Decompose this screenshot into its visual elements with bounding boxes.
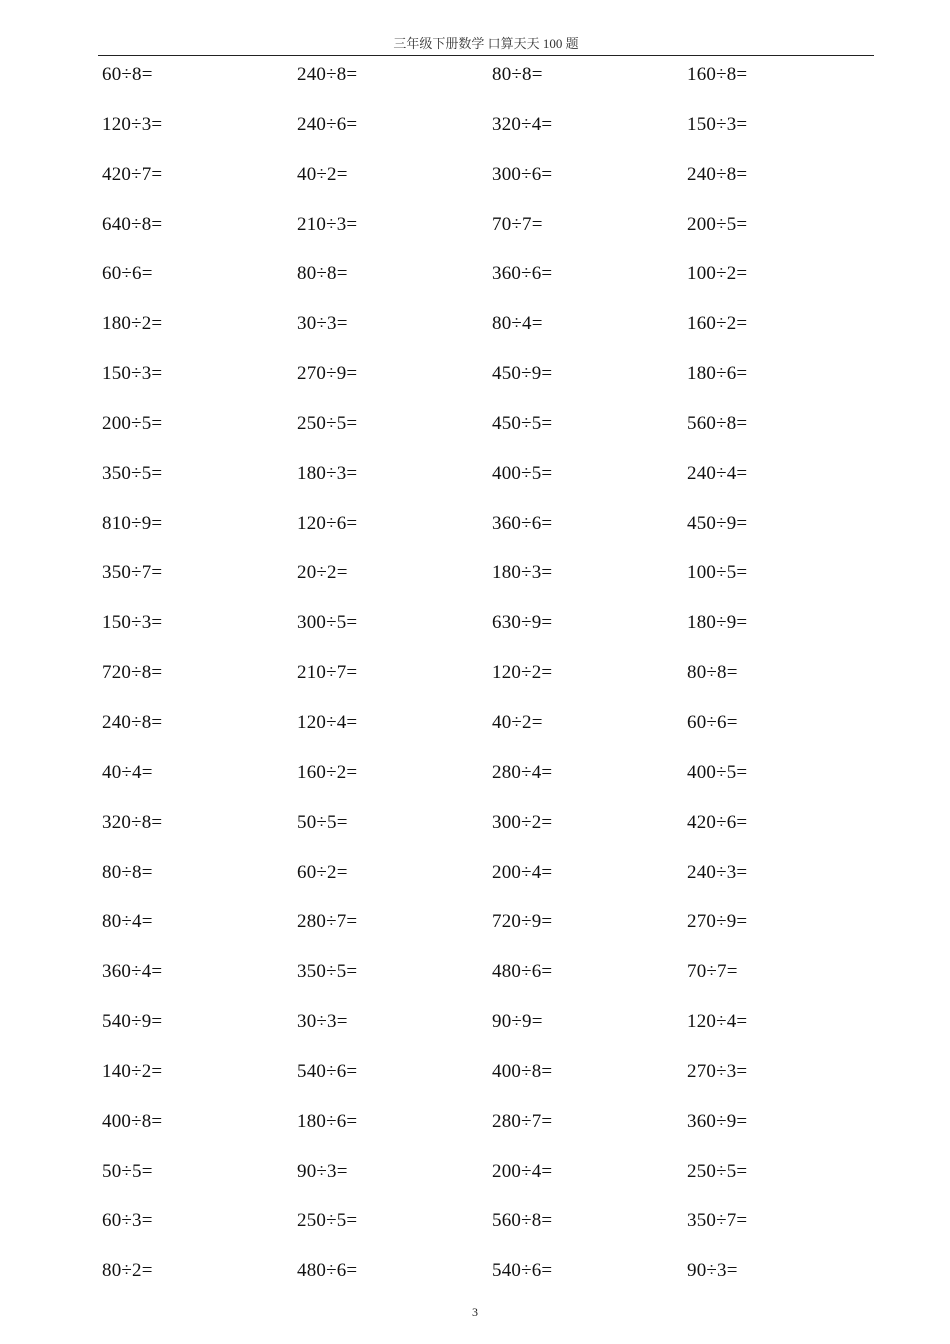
arithmetic-problem: 720÷9=: [492, 911, 553, 933]
arithmetic-problem: 160÷8=: [687, 64, 748, 85]
arithmetic-problem: 420÷6=: [687, 811, 748, 833]
arithmetic-problem: 180÷2=: [102, 313, 163, 335]
arithmetic-problem: 90÷3=: [297, 1160, 348, 1182]
arithmetic-problem: 210÷3=: [297, 213, 358, 235]
arithmetic-problem: 320÷8=: [102, 811, 163, 833]
arithmetic-problem: 200÷5=: [102, 412, 163, 434]
arithmetic-problem: 180÷6=: [687, 363, 748, 385]
arithmetic-problem: 640÷8=: [102, 213, 163, 235]
arithmetic-problem: 250÷5=: [687, 1160, 748, 1182]
arithmetic-problem: 50÷5=: [102, 1160, 153, 1182]
arithmetic-problem: 100÷5=: [687, 562, 748, 584]
arithmetic-problem: 60÷3=: [102, 1210, 153, 1232]
arithmetic-problem: 120÷3=: [102, 113, 163, 135]
arithmetic-problem: 350÷7=: [102, 562, 163, 584]
arithmetic-problem: 80÷8=: [297, 263, 348, 285]
arithmetic-problem: 80÷4=: [102, 911, 153, 933]
arithmetic-problem: 240÷4=: [687, 462, 748, 484]
arithmetic-problem: 50÷5=: [297, 811, 348, 833]
arithmetic-problem: 70÷7=: [492, 213, 543, 235]
arithmetic-problem: 360÷4=: [102, 961, 163, 983]
arithmetic-problem: 180÷6=: [297, 1110, 358, 1132]
arithmetic-problem: 270÷3=: [687, 1060, 748, 1082]
arithmetic-problem: 240÷8=: [102, 711, 163, 733]
arithmetic-problem: 360÷9=: [687, 1110, 748, 1132]
arithmetic-problem: 30÷3=: [297, 313, 348, 335]
arithmetic-problem: 200÷4=: [492, 861, 553, 883]
arithmetic-problem: 300÷6=: [492, 163, 553, 185]
arithmetic-problem: 540÷6=: [297, 1060, 358, 1082]
arithmetic-problem: 250÷5=: [297, 1210, 358, 1232]
arithmetic-problem: 350÷5=: [102, 462, 163, 484]
arithmetic-problem: 360÷6=: [492, 512, 553, 534]
arithmetic-problem: 300÷2=: [492, 811, 553, 833]
arithmetic-problem: 90÷3=: [687, 1260, 738, 1282]
arithmetic-problem: 160÷2=: [297, 761, 358, 783]
arithmetic-problem: 450÷9=: [687, 512, 748, 534]
arithmetic-problem: 200÷5=: [687, 213, 748, 235]
arithmetic-problem: 120÷2=: [492, 662, 553, 684]
arithmetic-problem: 270÷9=: [297, 363, 358, 385]
arithmetic-problem: 120÷4=: [297, 711, 358, 733]
arithmetic-problem: 540÷9=: [102, 1011, 163, 1033]
arithmetic-problem: 80÷8=: [492, 64, 543, 85]
arithmetic-problem: 280÷4=: [492, 761, 553, 783]
arithmetic-problem: 240÷8=: [687, 163, 748, 185]
arithmetic-problem: 280÷7=: [492, 1110, 553, 1132]
arithmetic-problem: 140÷2=: [102, 1060, 163, 1082]
arithmetic-problem: 240÷3=: [687, 861, 748, 883]
arithmetic-problem: 720÷8=: [102, 662, 163, 684]
arithmetic-problem: 180÷9=: [687, 612, 748, 634]
arithmetic-problem: 400÷5=: [687, 761, 748, 783]
arithmetic-problem: 350÷5=: [297, 961, 358, 983]
arithmetic-problem: 180÷3=: [492, 562, 553, 584]
arithmetic-problem: 450÷5=: [492, 412, 553, 434]
arithmetic-problem: 450÷9=: [492, 363, 553, 385]
arithmetic-problem: 80÷8=: [687, 662, 738, 684]
arithmetic-problem: 100÷2=: [687, 263, 748, 285]
arithmetic-problem: 40÷2=: [297, 163, 348, 185]
arithmetic-problem: 360÷6=: [492, 263, 553, 285]
arithmetic-problem: 80÷8=: [102, 861, 153, 883]
arithmetic-problem: 280÷7=: [297, 911, 358, 933]
arithmetic-problem: 350÷7=: [687, 1210, 748, 1232]
arithmetic-problem: 80÷2=: [102, 1260, 153, 1282]
arithmetic-problem: 210÷7=: [297, 662, 358, 684]
arithmetic-problem: 150÷3=: [687, 113, 748, 135]
arithmetic-problem: 240÷6=: [297, 113, 358, 135]
arithmetic-problem: 40÷4=: [102, 761, 153, 783]
arithmetic-problem: 810÷9=: [102, 512, 163, 534]
arithmetic-problem: 420÷7=: [102, 163, 163, 185]
arithmetic-problem: 120÷4=: [687, 1011, 748, 1033]
arithmetic-problem: 20÷2=: [297, 562, 348, 584]
arithmetic-problem: 30÷3=: [297, 1011, 348, 1033]
arithmetic-problem: 40÷2=: [492, 711, 543, 733]
arithmetic-problem: 90÷9=: [492, 1011, 543, 1033]
arithmetic-problem: 120÷6=: [297, 512, 358, 534]
arithmetic-problem: 400÷8=: [492, 1060, 553, 1082]
arithmetic-problem: 150÷3=: [102, 363, 163, 385]
arithmetic-problem: 560÷8=: [492, 1210, 553, 1232]
arithmetic-problem: 320÷4=: [492, 113, 553, 135]
header-title: 三年级下册数学 口算天天 100 题: [393, 36, 579, 51]
arithmetic-problem: 80÷4=: [492, 313, 543, 335]
arithmetic-problem: 480÷6=: [297, 1260, 358, 1282]
arithmetic-problem: 270÷9=: [687, 911, 748, 933]
arithmetic-problem: 180÷3=: [297, 462, 358, 484]
arithmetic-problem: 160÷2=: [687, 313, 748, 335]
arithmetic-problem: 60÷6=: [687, 711, 738, 733]
arithmetic-problem: 250÷5=: [297, 412, 358, 434]
page-number: 3: [472, 1305, 478, 1319]
arithmetic-problem: 540÷6=: [492, 1260, 553, 1282]
arithmetic-problem: 70÷7=: [687, 961, 738, 983]
arithmetic-problem: 400÷8=: [102, 1110, 163, 1132]
arithmetic-problem: 150÷3=: [102, 612, 163, 634]
arithmetic-problem: 200÷4=: [492, 1160, 553, 1182]
arithmetic-problem: 60÷6=: [102, 263, 153, 285]
arithmetic-problem: 630÷9=: [492, 612, 553, 634]
arithmetic-problem: 60÷2=: [297, 861, 348, 883]
arithmetic-problem: 560÷8=: [687, 412, 748, 434]
arithmetic-problem: 400÷5=: [492, 462, 553, 484]
problem-grid: [102, 50, 882, 1296]
arithmetic-problem: 300÷5=: [297, 612, 358, 634]
arithmetic-problem: 240÷8=: [297, 64, 358, 85]
arithmetic-problem: 480÷6=: [492, 961, 553, 983]
arithmetic-problem: 60÷8=: [102, 64, 153, 85]
